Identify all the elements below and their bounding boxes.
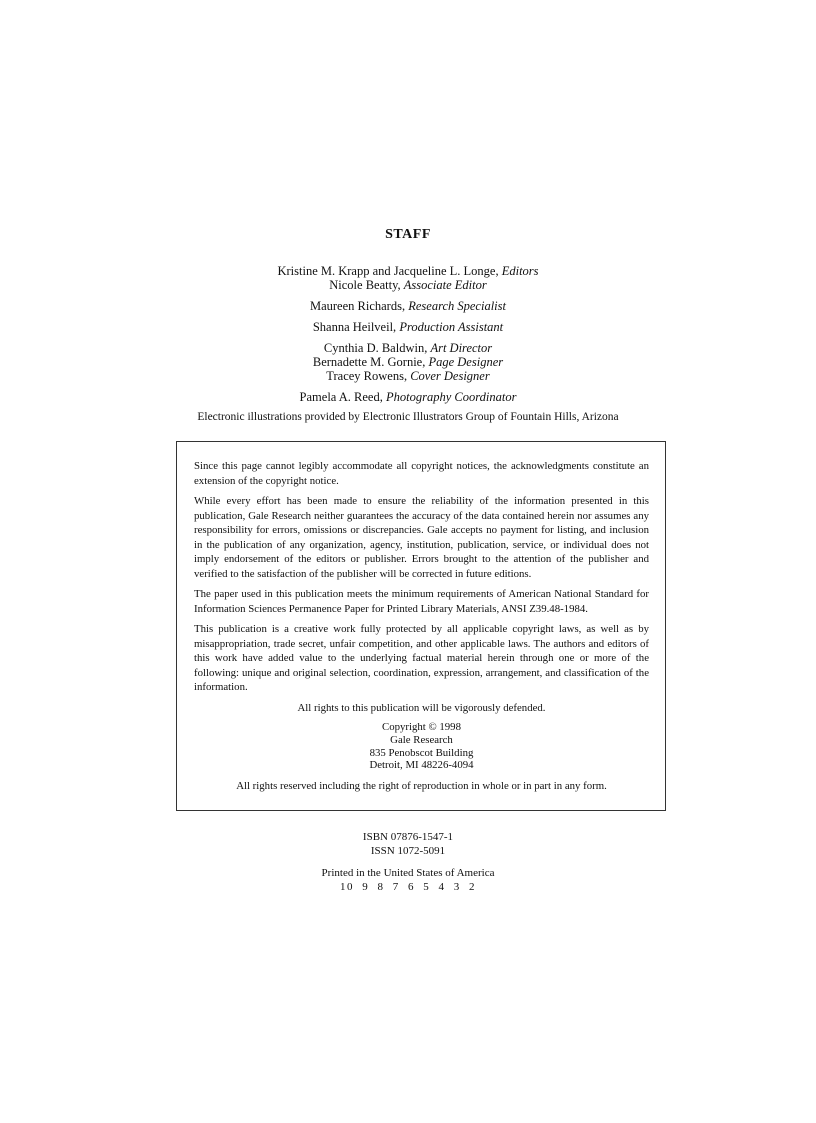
staff-role: Page Designer: [428, 355, 504, 369]
staff-role: Editors: [501, 264, 539, 278]
staff-name: Cynthia D. Baldwin,: [323, 341, 428, 355]
print-run-line: 10 9 8 7 6 5 4 3 2: [340, 880, 476, 893]
issn: ISSN 1072-5091: [370, 844, 446, 857]
staff-line: [0, 355, 816, 369]
notice-paragraph-copyright-protection: This publication is a creative work fully protected by all applicable copyright laws, as well as by misappropriation, trade secret, unfair competition, and other applicable laws. The authors and editors of this work have added value to the underlying factual material herein through one or more of the following: unique and original selection, coordination, expression, arrangement, and classification of the information.: [194, 623, 649, 693]
isbn: ISBN 07876-1547-1: [362, 831, 454, 843]
staff-line: [0, 390, 816, 404]
staff-name: Maureen Richards,: [309, 299, 406, 313]
staff-role: Cover Designer: [410, 369, 490, 383]
staff-line: [0, 264, 816, 278]
staff-role: Photography Coordinator: [386, 390, 517, 404]
notice-paragraph-acknowledgments: Since this page cannot legibly accommodate all copyright notices, the acknowledgments constitute an extension of the copyright notice.: [194, 460, 649, 487]
copyright-notice-box: [176, 441, 666, 811]
staff-name: Kristine M. Krapp and Jacqueline L. Longe,: [277, 264, 499, 278]
staff-name: Nicole Beatty,: [329, 278, 401, 292]
staff-line: [0, 320, 816, 334]
copyright-line: Copyright © 1998: [382, 721, 461, 733]
printing-block: [0, 867, 816, 894]
notice-paragraph-paper: The paper used in this publication meets the minimum requirements of American National Standard for Information Sciences Permanence Paper for Printed Library Materials, ANSI Z39.48-1984.: [194, 588, 649, 615]
staff-line: [0, 299, 816, 313]
staff-role: Art Director: [430, 341, 493, 355]
staff-list: [0, 264, 816, 411]
publisher-name: Gale Research: [390, 733, 453, 746]
staff-name: Bernadette M. Gornie,: [312, 355, 426, 369]
staff-group-editors: [0, 264, 816, 292]
rights-defended: All rights to this publication will be vigorously defended.: [297, 701, 546, 714]
staff-role: Associate Editor: [403, 278, 487, 292]
publisher-address-line1: 835 Penobscot Building: [369, 746, 474, 759]
staff-group-photography: [0, 390, 816, 404]
staff-name: Tracey Rowens,: [326, 369, 408, 383]
staff-group-design: [0, 341, 816, 383]
isbn-issn-block: [0, 831, 816, 858]
notice-paragraph-disclaimer: While every effort has been made to ensure the reliability of the information presented in this publication, Gale Research neither guarantees the accuracy of the data contained herein nor assumes any responsibility for errors, omissions or discrepancies. Gale accepts no payment for listing, and inclusion in the publication of any organization, agency, institution, publication, service, or individual does not imply endorsement of the editors or publisher. Errors brought to the attention of the publisher and verified to the satisfaction of the publisher will be corrected in future editions.: [194, 495, 649, 580]
illustrations-credit: Electronic illustrations provided by Electronic Illustrators Group of Fountain Hills, Arizona: [197, 411, 619, 423]
rights-reserved: All rights reserved including the right of reproduction in whole or in part in any form.: [236, 780, 607, 793]
printed-in: Printed in the United States of America: [321, 867, 495, 879]
staff-group-research: [0, 299, 816, 313]
staff-line: [0, 278, 816, 292]
copyright-block: [194, 721, 649, 772]
publisher-address-line2: Detroit, MI 48226-4094: [369, 759, 474, 772]
staff-name: Shanna Heilveil,: [312, 320, 397, 334]
staff-role: Production Assistant: [399, 320, 504, 334]
staff-group-production: [0, 320, 816, 334]
staff-heading: STAFF: [385, 227, 431, 242]
staff-line: [0, 341, 816, 355]
staff-role: Research Specialist: [408, 299, 506, 313]
staff-line: [0, 369, 816, 383]
staff-name: Pamela A. Reed,: [299, 390, 383, 404]
